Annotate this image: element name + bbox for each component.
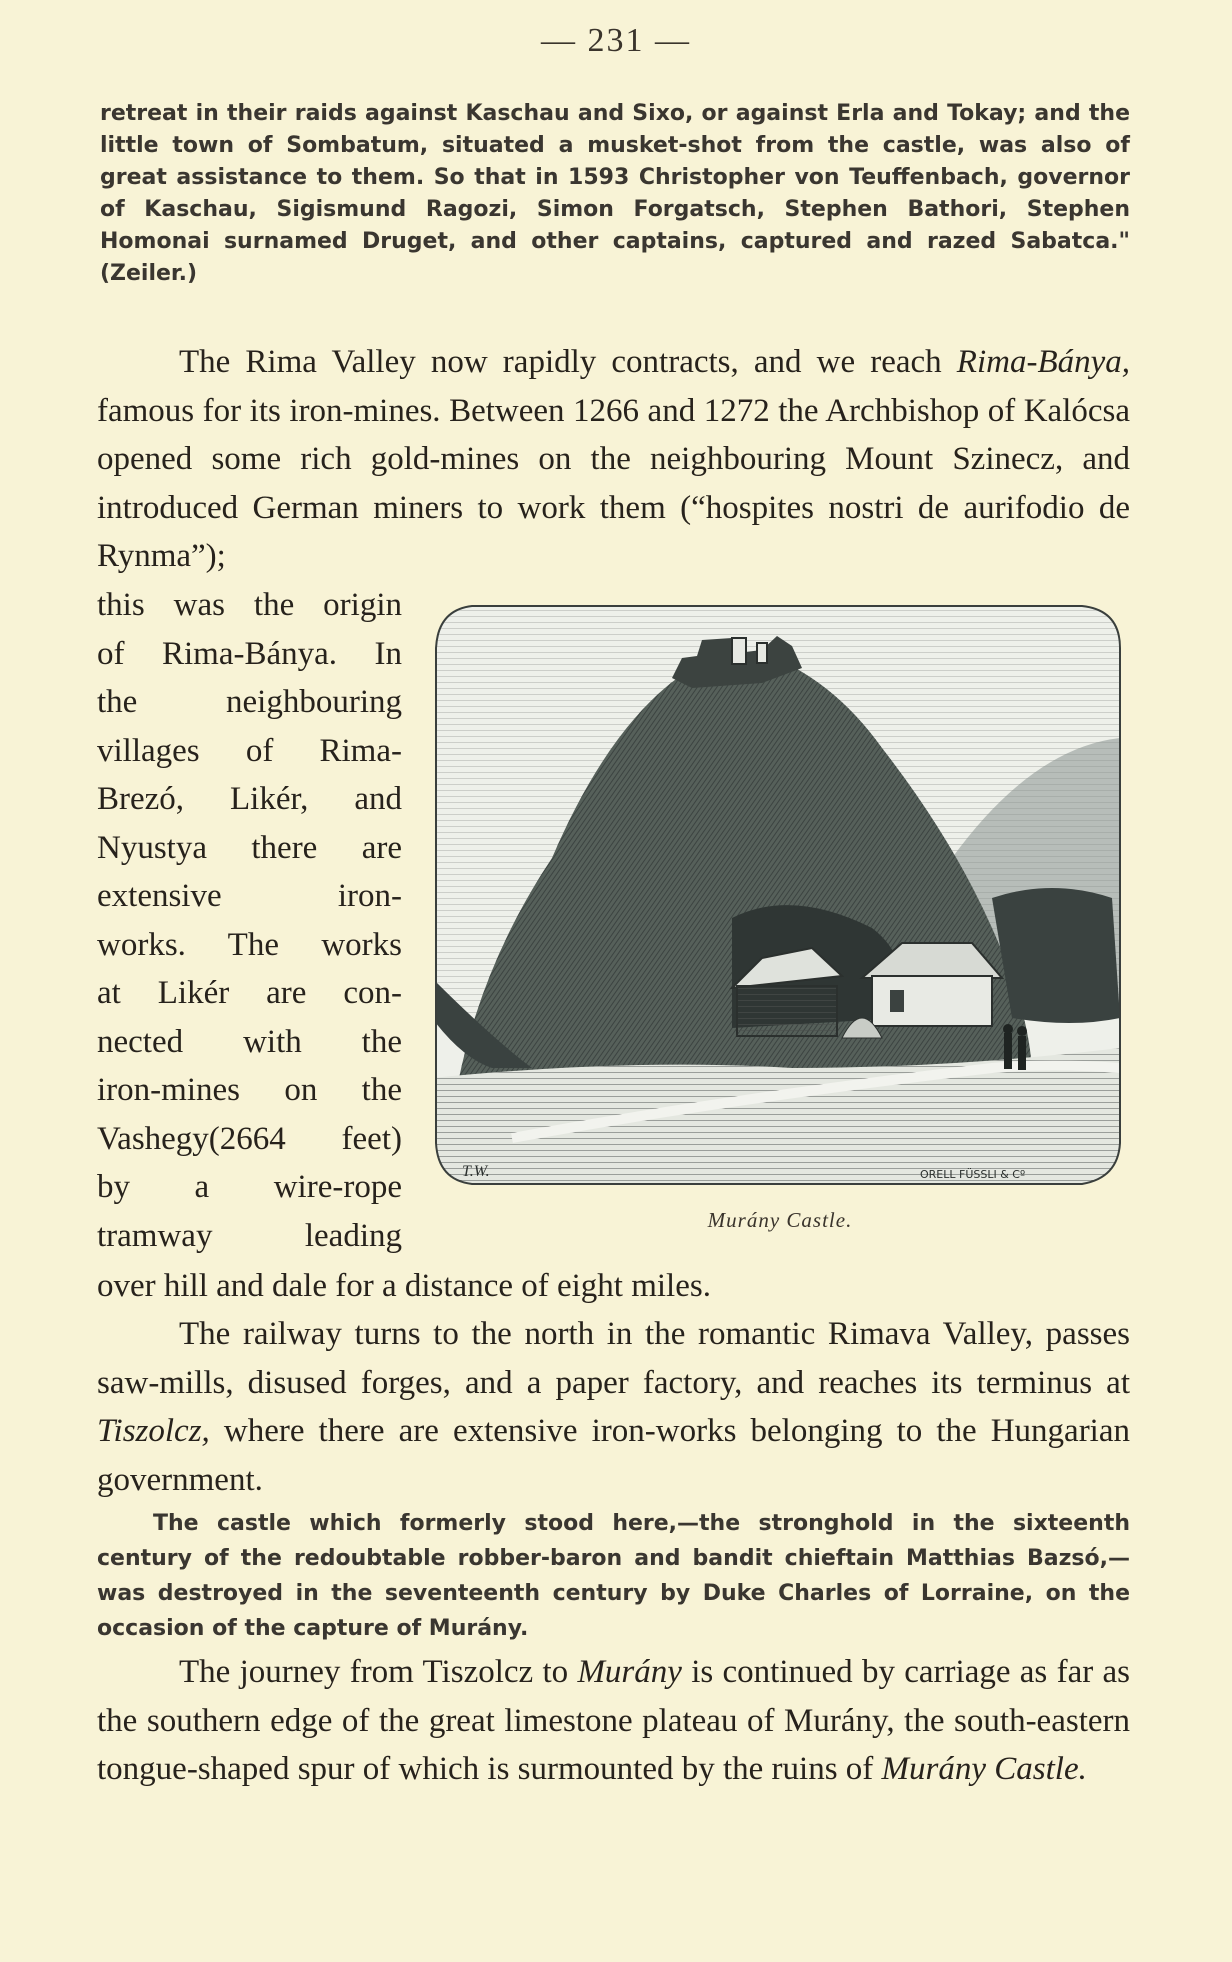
paragraph-journey	[97, 1648, 1130, 1794]
wrap-line: at Likér are con-	[97, 975, 402, 1011]
murany-italic: Murány	[577, 1654, 682, 1690]
wrap-line: nected with the	[97, 1023, 402, 1060]
engraver-signature: T.W.	[462, 1163, 490, 1180]
paragraph-end-line	[97, 1262, 1130, 1311]
wrap-line: of Rima-Bánya. In	[97, 635, 402, 672]
wrap-line: iron-mines on the	[97, 1072, 402, 1108]
para1-line1: The Rima Valley now rapidly contracts, and we reach	[179, 344, 942, 380]
para2-after: where there are extensive iron-works belonging to the Hungarian government.	[97, 1413, 1130, 1498]
publisher-signature: ORELL FÜSSLI & Cº	[920, 1168, 1026, 1181]
para3-before: The journey from Tiszolcz to	[179, 1654, 578, 1690]
note-block	[97, 1506, 1130, 1646]
quote-text: retreat in their raids against Kaschau and Sixo, or against Erla and Tokay; and the little town of Sombatum, situated a musket-shot from the castle, was also of great assistance to them. So that in 1593 Christopher von Teuffenbach, governor of Kaschau, Sigismund Ragozi, Simon Forgatsch, Stephen Bathori, Stephen Homonai surnamed Druget, and other captains, captured and razed Sabatca." (Zeiler.)	[100, 101, 1130, 286]
wrapped-text-column	[97, 581, 402, 1260]
wrap-line: extensive iron-	[97, 878, 402, 914]
para1-rest: famous for its iron-mines. Between 1266 and 1272 the Archbishop of Kalócsa opened some rich gold-mines on the neighbouring Mount Szinecz, and introduced German miners to work them (“hospites nostri de aurifodio de Rynma”);	[97, 392, 1130, 574]
castle-illustration	[432, 598, 1124, 1194]
murany-castle-engraving	[432, 598, 1124, 1194]
wrap-line: works. The works	[97, 926, 402, 963]
paragraph-rima-valley	[97, 338, 1130, 581]
figure-caption: Murány Castle.	[707, 1208, 853, 1232]
wrap-line: this was the origin	[97, 587, 402, 623]
wrap-line: Brezó, Likér, and	[97, 781, 402, 817]
wrap-line: the neighbouring	[97, 684, 402, 720]
rima-banya-italic: Rima-Bánya,	[956, 344, 1130, 380]
page-number: — 231 —	[541, 22, 691, 59]
paragraph-railway	[97, 1310, 1130, 1504]
murany-castle-italic: Murány Castle.	[881, 1751, 1087, 1787]
para1-end: over hill and dale for a distance of eight miles.	[97, 1268, 711, 1304]
tiszolcz-italic: Tiszolcz,	[97, 1413, 210, 1449]
para2-before: The railway turns to the north in the romantic Rimava Valley, passes saw-mills, disused forges, and a paper factory, and reaches its terminus at	[97, 1316, 1130, 1401]
wrap-line: Vashegy(2664 feet)	[97, 1120, 402, 1157]
quote-block	[100, 98, 1130, 290]
para3-middle: is continued by carriage as far as the southern edge of the great limestone plateau of Murány, the south-eastern tongue-shaped spur of which is surmounted by the ruins of	[97, 1654, 1130, 1787]
note-text: The castle which formerly stood here,—the stronghold in the sixteenth century of the redoubtable robber-baron and bandit chieftain Matthias Bazsó,—was destroyed in the seventeenth century by Duke Charles of Lorraine, on the occasion of the capture of Murány.	[97, 1511, 1130, 1641]
wrap-line: villages of Rima-	[97, 732, 402, 769]
wrap-line: Nyustya there are	[97, 829, 402, 866]
wrap-line: tramway leading	[97, 1217, 402, 1254]
wrap-line: by a wire-rope	[97, 1169, 402, 1205]
